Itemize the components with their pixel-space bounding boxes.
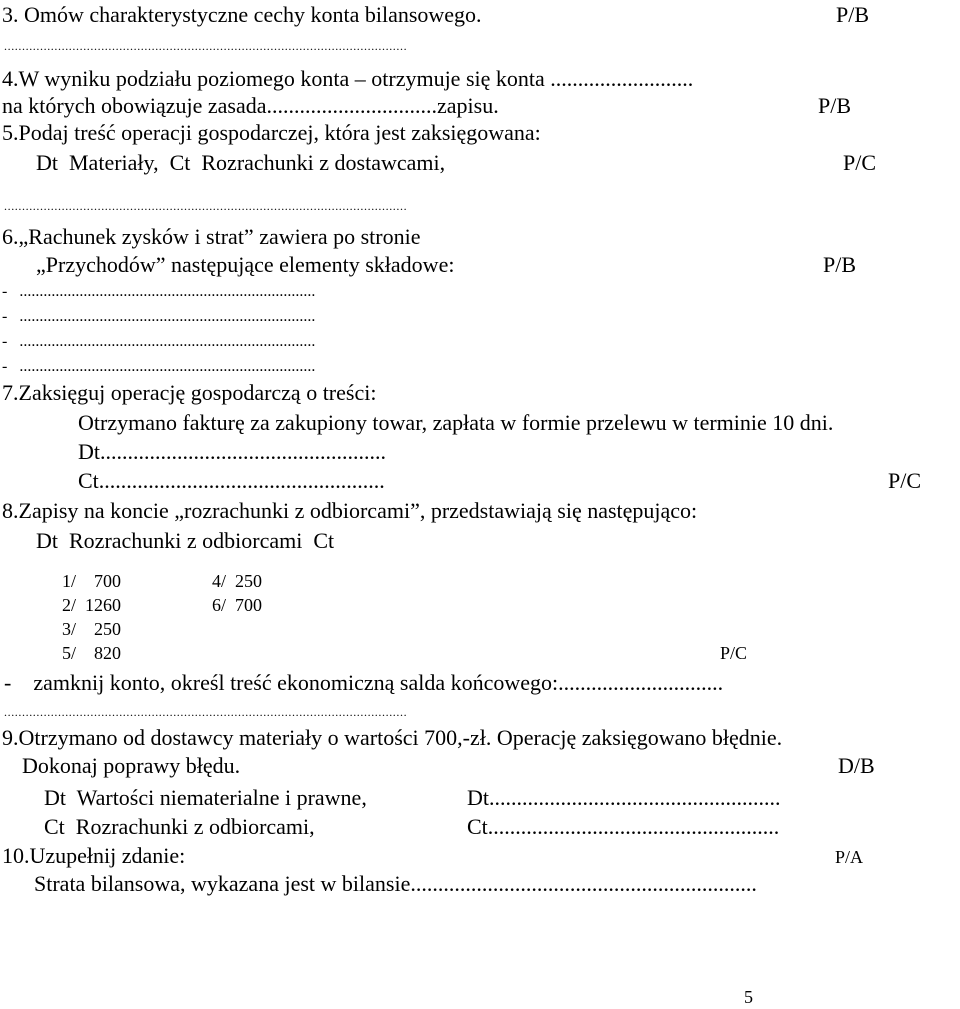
q5-points: P/C bbox=[843, 150, 877, 175]
page-number: 5 bbox=[744, 987, 753, 1007]
q6-line2: „Przychodów” następujące elementy składowe: bbox=[36, 252, 455, 277]
q9-row1-right: Dt..................................................... bbox=[467, 785, 781, 810]
q7-ct-line: Ct.................................................... bbox=[78, 468, 385, 493]
q7-points: P/C bbox=[888, 468, 922, 493]
q6-item-3: - .......................................................................... bbox=[2, 333, 316, 350]
q10-line2: Strata bilansowa, wykazana jest w bilansie............................................................... bbox=[34, 871, 757, 896]
q9-row2-left: Ct Rozrachunki z odbiorcami, bbox=[44, 814, 315, 839]
q5-line2: Dt Materiały, Ct Rozrachunki z dostawcami, bbox=[36, 150, 446, 175]
q3-points: P/B bbox=[836, 2, 870, 27]
q4-points: P/B bbox=[818, 93, 852, 118]
q4-line2: na których obowiązuje zasada...............................zapisu. bbox=[2, 93, 499, 118]
q6-item-4: - .......................................................................... bbox=[2, 358, 316, 375]
q8-task: - zamknij konto, określ treść ekonomiczną salda końcowego:.............................. bbox=[4, 670, 724, 695]
q8-debit-entry: 3/ 250 bbox=[62, 619, 122, 639]
q10-line1: 10.Uzupełnij zdanie: bbox=[2, 843, 186, 868]
q9-row1-left: Dt Wartości niematerialne i prawne, bbox=[44, 785, 367, 810]
q9-line2: Dokonaj poprawy błędu. bbox=[22, 753, 241, 778]
q7-line2: Otrzymano fakturę za zakupiony towar, zapłata w formie przelewu w terminie 10 dni. bbox=[78, 410, 834, 435]
q6-points: P/B bbox=[823, 252, 857, 277]
q5-line1: 5.Podaj treść operacji gospodarczej, która jest zaksięgowana: bbox=[2, 120, 541, 145]
q6-item-2: - .......................................................................... bbox=[2, 308, 316, 325]
q3-answer-dots: ................................................................................................................ bbox=[4, 39, 408, 53]
q6-item-1: - .......................................................................... bbox=[2, 283, 316, 300]
q8-line1: 8.Zapisy na koncie „rozrachunki z odbiorcami”, przedstawiają się następująco: bbox=[2, 498, 698, 523]
q8-debit-entry: 1/ 700 bbox=[62, 571, 122, 591]
q8-account-heading: Dt Rozrachunki z odbiorcami Ct bbox=[36, 528, 335, 553]
q10-points: P/A bbox=[835, 847, 864, 867]
q3-text: 3. Omów charakterystyczne cechy konta bilansowego. bbox=[2, 2, 482, 27]
q8-answer-dots: ................................................................................................................ bbox=[4, 705, 408, 719]
q9-row2-right: Ct..................................................... bbox=[467, 814, 780, 839]
q8-points: P/C bbox=[720, 643, 748, 663]
q8-credit-entry: 4/ 250 bbox=[212, 571, 263, 591]
q7-line1: 7.Zaksięguj operację gospodarczą o treści: bbox=[2, 380, 377, 405]
q7-dt-line: Dt.................................................... bbox=[78, 439, 386, 464]
q9-points: D/B bbox=[838, 753, 875, 778]
q8-debit-entry: 2/ 1260 bbox=[62, 595, 122, 615]
q8-credit-entry: 6/ 700 bbox=[212, 595, 263, 615]
q9-line1: 9.Otrzymano od dostawcy materiały o wartości 700,-zł. Operację zaksięgowano błędnie. bbox=[2, 725, 783, 750]
q6-line1: 6.„Rachunek zysków i strat” zawiera po stronie bbox=[2, 224, 421, 249]
q8-debit-entry: 5/ 820 bbox=[62, 643, 122, 663]
q5-answer-dots: ................................................................................................................ bbox=[4, 199, 408, 213]
q4-line1: 4.W wyniku podziału poziomego konta – otrzymuje się konta .......................... bbox=[2, 66, 694, 91]
